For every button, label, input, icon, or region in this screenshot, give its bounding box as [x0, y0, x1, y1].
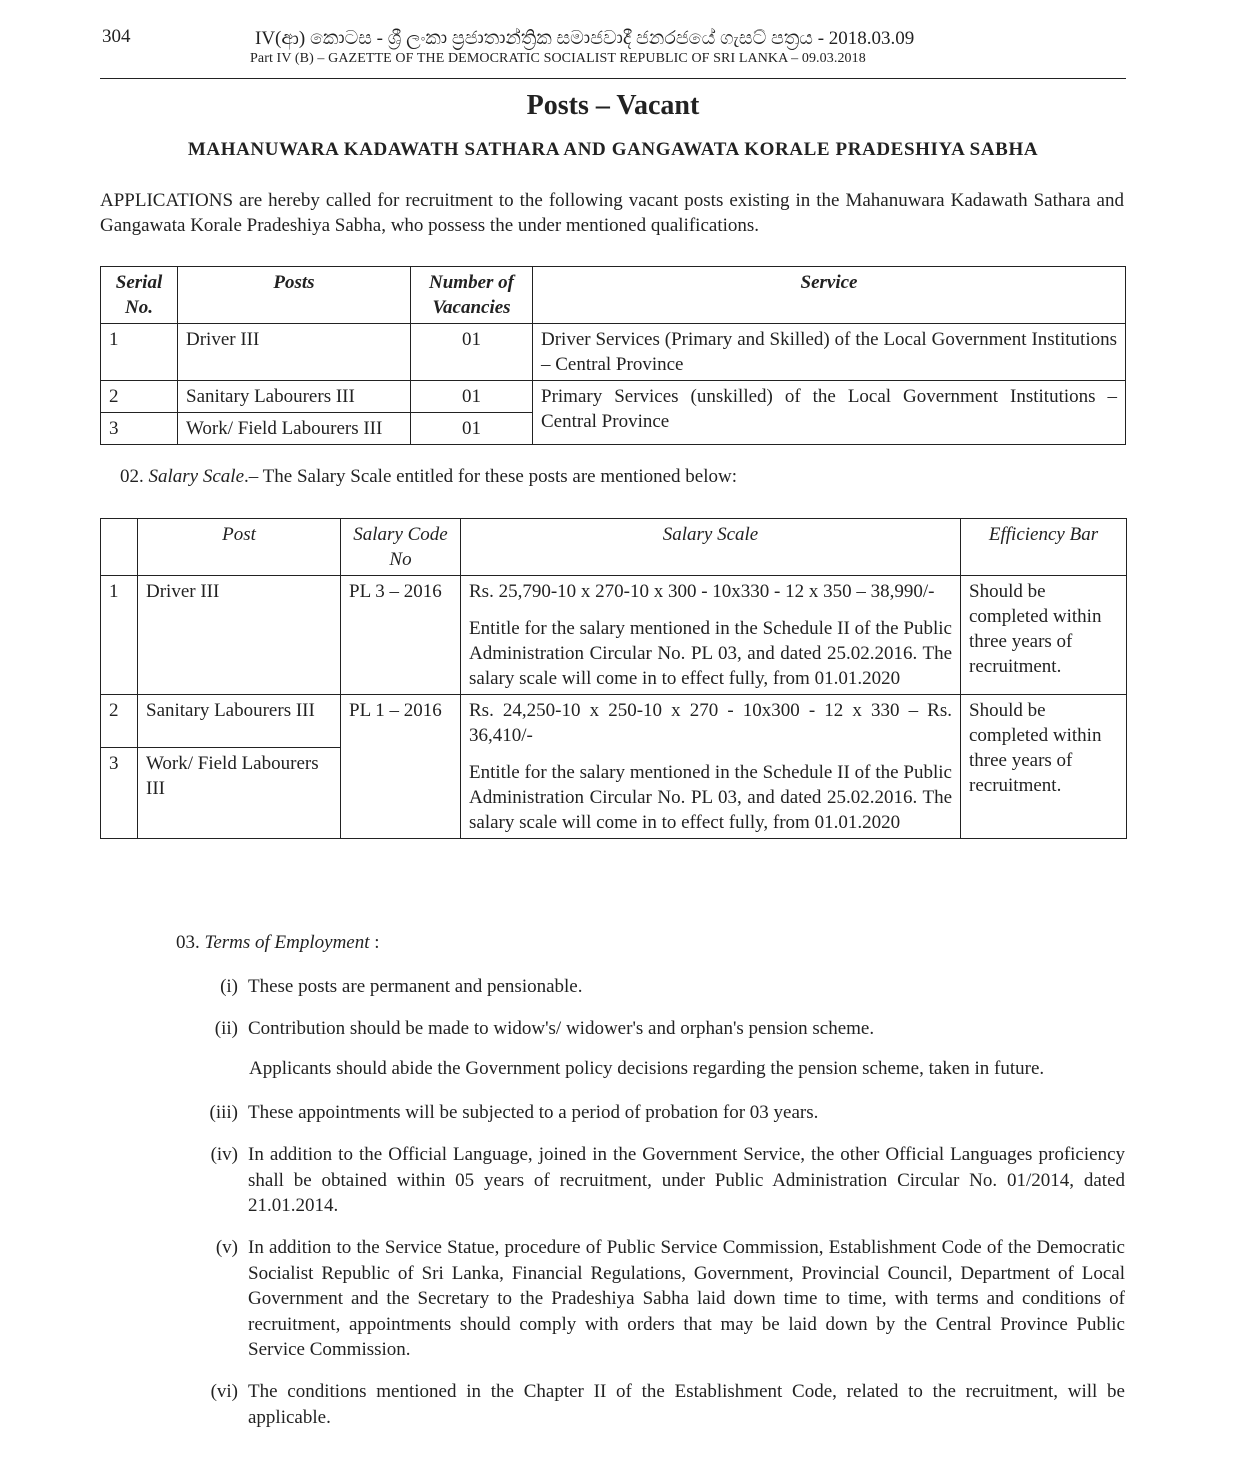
table-row [101, 695, 1127, 748]
serial-cell: 3 [101, 413, 178, 445]
table-row [101, 381, 1126, 413]
post-cell: Sanitary Labourers III [138, 695, 341, 748]
header-service: Service [533, 267, 1126, 324]
vacancies-cell: 01 [411, 324, 533, 381]
scale-note: Entitle for the salary mentioned in the Schedule II of the Public Administration Circular No. PL 03, and dated 25.02.2016. The salary scale will come in to effect fully, from 01.01.2020 [469, 618, 952, 689]
table-row [101, 324, 1126, 381]
term-text: In addition to the Service Statue, procedure of Public Service Commission, Establishment Code of the Democratic Socialist Republic of Sri Lanka, Financial Regulations, Government, Provincial Council, Department of Local Government and the Secretary to the Pradeshiya Sabha laid down time to time, with terms and conditions of recruitment, appointments should comply with orders that may be laid down by the Central Province Public Service Commission. [248, 1237, 1125, 1360]
header-serial-blank [101, 519, 138, 576]
salary-table [100, 518, 1127, 839]
efficiency-cell: Should be completed within three years of recruitment. [961, 695, 1127, 839]
scale-text: Rs. 24,250-10 x 250-10 x 270 - 10x300 - 12 x 330 – Rs. 36,410/- [469, 700, 952, 746]
posts-table [100, 266, 1126, 445]
header-code-line1: Salary Code [353, 524, 448, 545]
header-sinhala: IV(ආ) කොටස - ශ්‍රී ලංකා ප්‍රජාතාන්ත්‍රික සමාජවාදී ජනරජයේ ගැසට් පත්‍රය - 2018.03.09 [255, 28, 915, 49]
term-number: (iii) [209, 1102, 238, 1123]
serial-cell: 1 [101, 576, 138, 695]
term-text: These posts are permanent and pensionable. [248, 976, 583, 997]
scale-cell [461, 576, 961, 695]
intro-paragraph: APPLICATIONS are hereby called for recruitment to the following vacant posts existing in the Mahanuwara Kadawath Sathara and Gangawata Korale Pradeshiya Sabha, who possess the under mentioned qualifications. [100, 190, 1124, 236]
page-subtitle: MAHANUWARA KADAWATH SATHARA AND GANGAWATA KORALE PRADESHIYA SABHA [187, 139, 1039, 160]
serial-cell: 2 [101, 695, 138, 748]
serial-cell: 1 [101, 324, 178, 381]
post-cell: Driver III [138, 576, 341, 695]
header-vacancies-line1: Number of [429, 272, 514, 293]
term-number: (iv) [210, 1144, 238, 1165]
page-title: Posts – Vacant [526, 90, 700, 121]
term-text: The conditions mentioned in the Chapter II of the Establishment Code, related to the recruitment, will be applicable. [248, 1381, 1125, 1428]
header-divider [100, 78, 1126, 79]
header-serial-line1: Serial [115, 272, 163, 293]
efficiency-cell: Should be completed within three years of recruitment. [961, 576, 1127, 695]
service-cell: Driver Services (Primary and Skilled) of the Local Government Institutions – Central Province [533, 324, 1126, 381]
section-label: Salary Scale [148, 466, 245, 487]
header-post: Post [138, 519, 341, 576]
term-text: Contribution should be made to widow's/ widower's and orphan's pension scheme. [248, 1018, 875, 1039]
section-label: Terms of Employment [204, 932, 370, 953]
post-cell: Sanitary Labourers III [178, 381, 411, 413]
term-number: (ii) [214, 1018, 238, 1039]
post-cell: Work/ Field Labourers III [178, 413, 411, 445]
header-code-line2: No [389, 549, 412, 570]
salary-table-header [101, 519, 1127, 576]
header-posts: Posts [178, 267, 411, 324]
header-scale: Salary Scale [461, 519, 961, 576]
scale-note: Entitle for the salary mentioned in the Schedule II of the Public Administration Circular No. PL 03, and dated 25.02.2016. The salary scale will come in to effect fully, from 01.01.2020 [469, 762, 952, 833]
section-number: 02. [120, 466, 144, 487]
code-cell: PL 1 – 2016 [341, 695, 461, 839]
section-number: 03. [176, 932, 200, 953]
post-cell: Work/ Field Labourers III [138, 748, 341, 839]
term-text: In addition to the Official Language, joined in the Government Service, the other Official Languages proficiency shall be obtained within 05 years of recruitment, under Public Administration Circular No. 01/2014, dated 21.01.2014. [248, 1144, 1125, 1216]
post-cell: Driver III [178, 324, 411, 381]
section-terms [176, 932, 380, 954]
section-text: .– The Salary Scale entitled for these posts are mentioned below: [244, 466, 737, 487]
header-serial [101, 267, 178, 324]
vacancies-cell: 01 [411, 413, 533, 445]
header-serial-line2: No. [125, 297, 153, 318]
code-cell: PL 3 – 2016 [341, 576, 461, 695]
serial-cell: 2 [101, 381, 178, 413]
term-number: (v) [215, 1237, 238, 1258]
serial-cell: 3 [101, 748, 138, 839]
scale-cell [461, 695, 961, 839]
term-text: These appointments will be subjected to a period of probation for 03 years. [248, 1102, 819, 1123]
term-number: (vi) [210, 1381, 238, 1402]
term-number: (i) [220, 976, 238, 997]
section-salary-scale [120, 466, 737, 488]
header-english: Part IV (B) – GAZETTE OF THE DEMOCRATIC SOCIALIST REPUBLIC OF SRI LANKA – 09.03.2018 [250, 51, 866, 66]
service-cell: Primary Services (unskilled) of the Local Government Institutions – Central Province [533, 381, 1126, 445]
scale-text: Rs. 25,790-10 x 270-10 x 300 - 10x330 - 12 x 350 – 38,990/- [469, 581, 935, 602]
posts-table-header [101, 267, 1126, 324]
header-efficiency: Efficiency Bar [961, 519, 1127, 576]
header-vacancies [411, 267, 533, 324]
section-suffix: : [369, 932, 380, 953]
term-note: Applicants should abide the Government policy decisions regarding the pension scheme, taken in future. [249, 1058, 1045, 1079]
table-row [101, 576, 1127, 695]
vacancies-cell: 01 [411, 381, 533, 413]
header-vacancies-line2: Vacancies [432, 297, 511, 318]
header-code [341, 519, 461, 576]
page-number: 304 [102, 26, 131, 47]
